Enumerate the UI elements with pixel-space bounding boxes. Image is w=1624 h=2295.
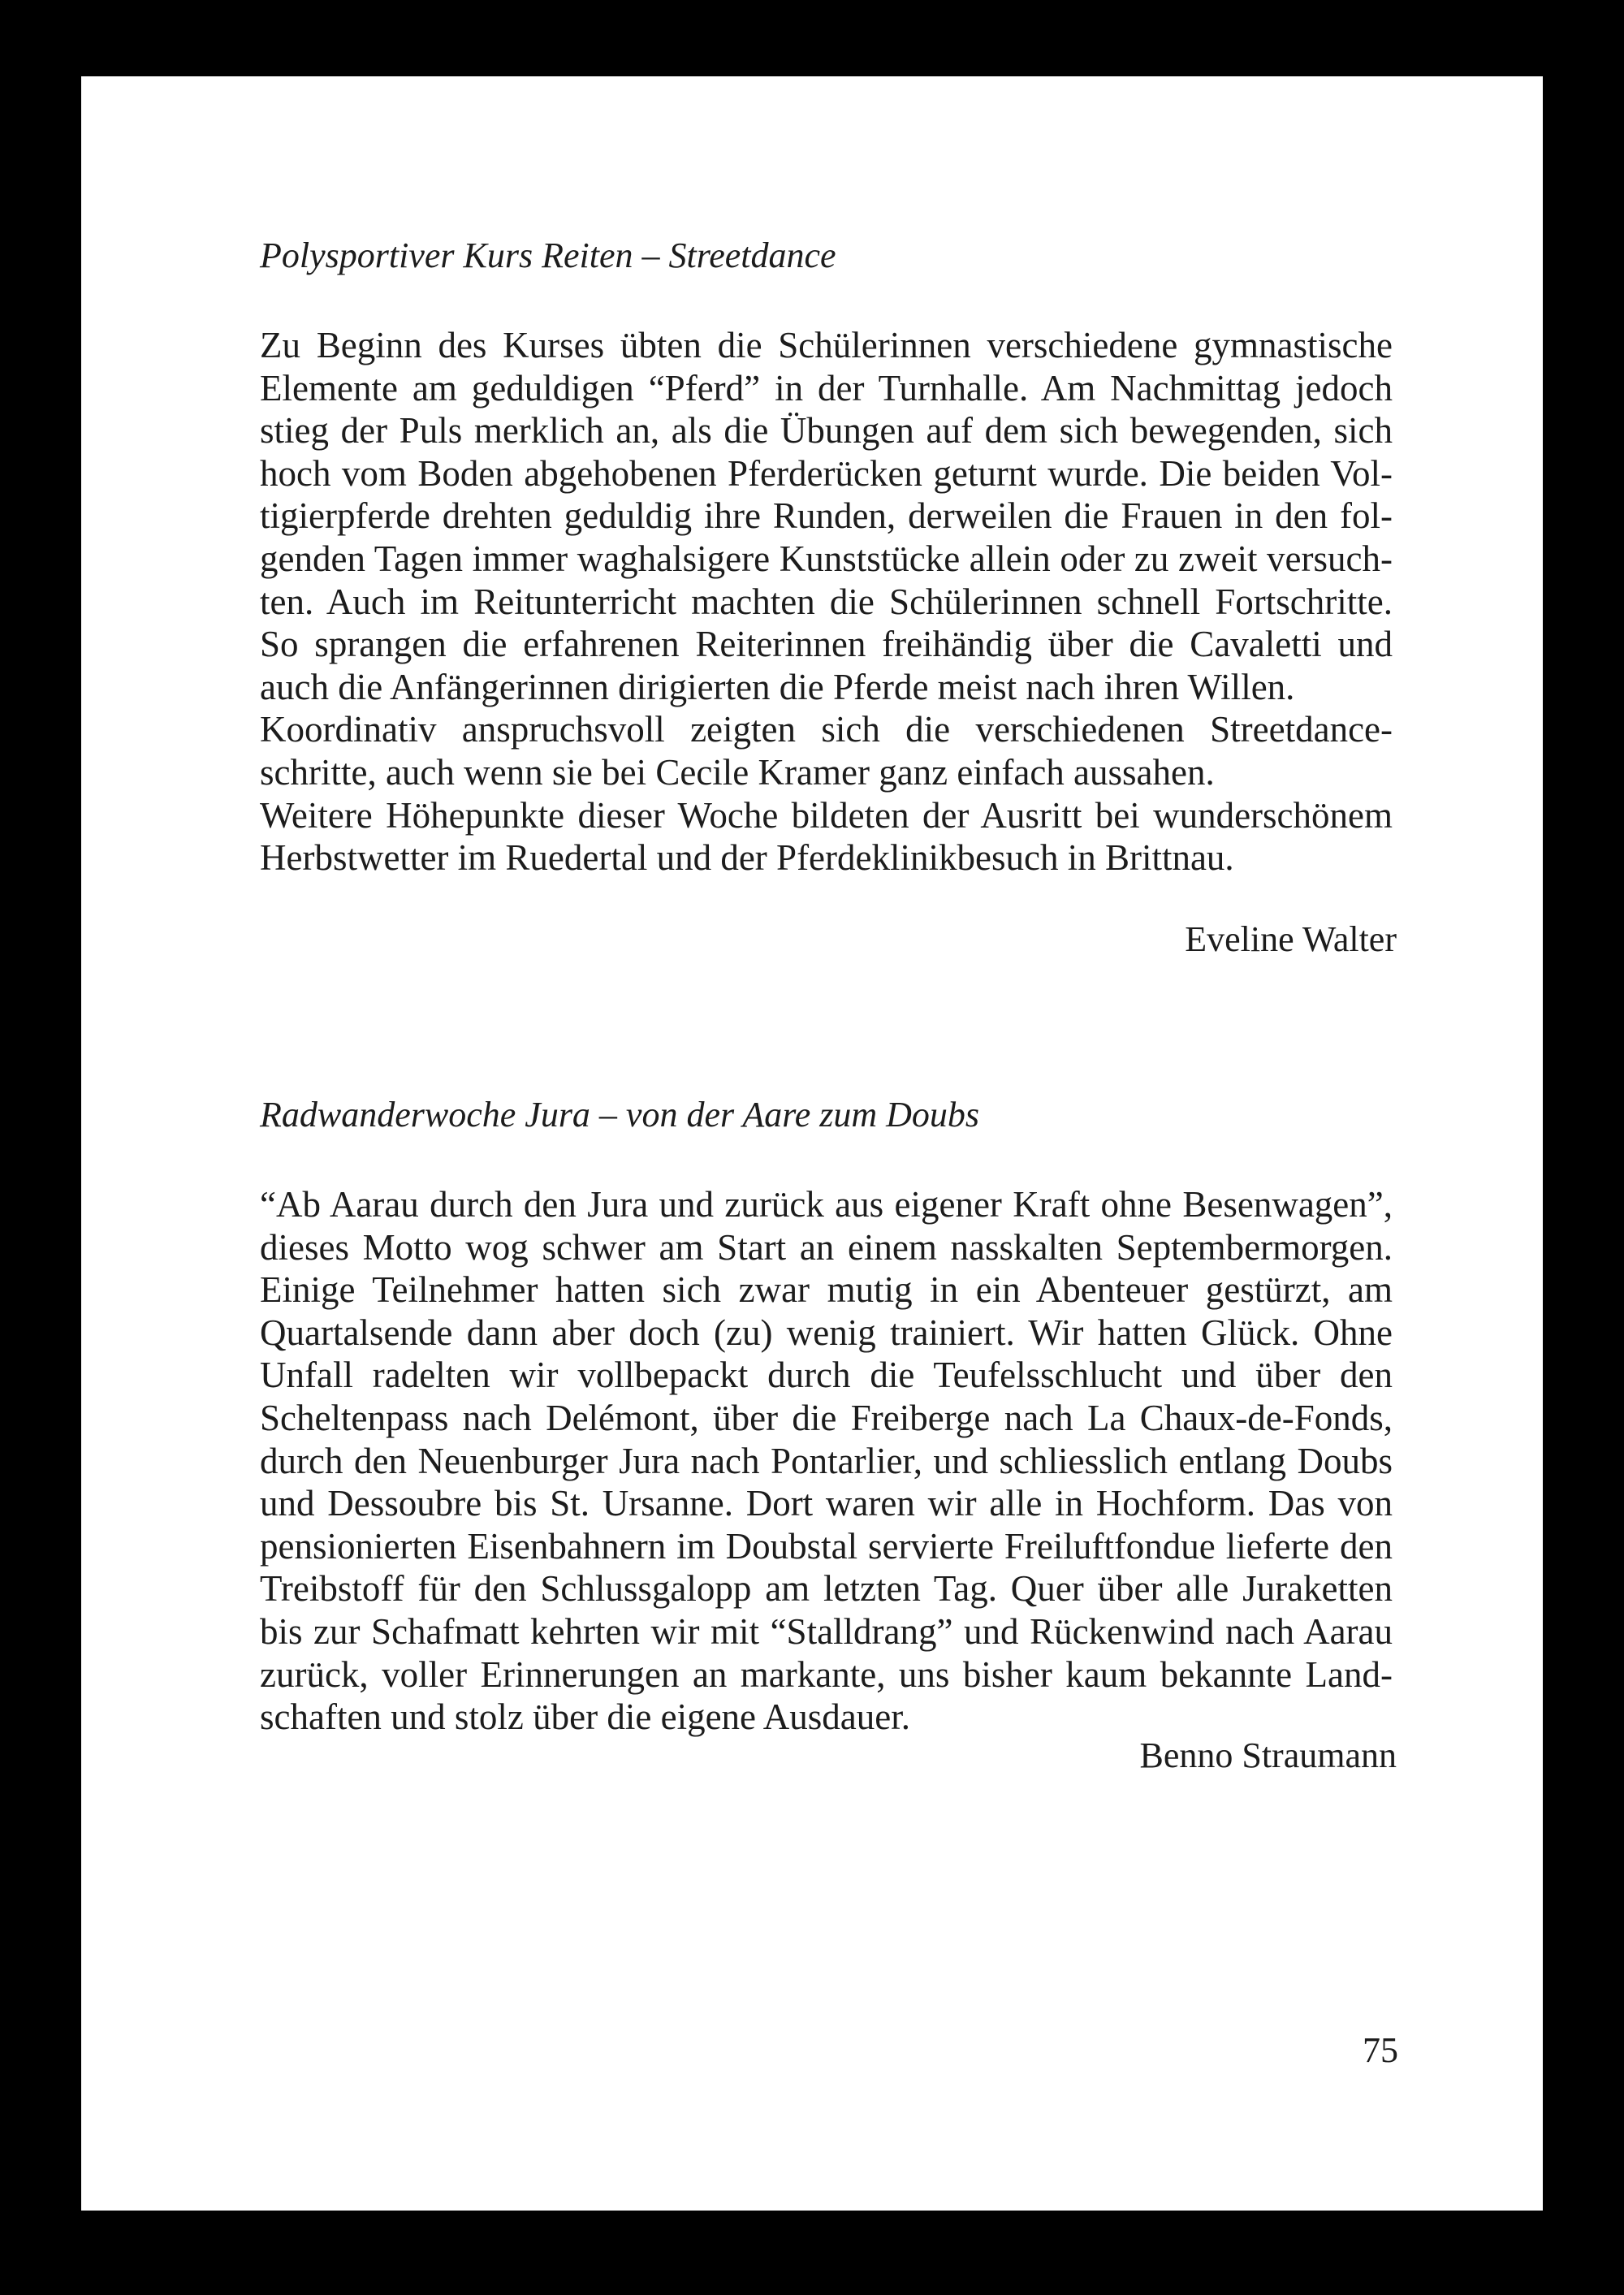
document-page bbox=[81, 76, 1543, 2211]
text-line: ten. Auch im Reitunterricht machten die Schülerinnen schnell Fortschritte. bbox=[260, 581, 1393, 622]
text-line: hoch vom Boden abgehobenen Pferderücken geturnt wurde. Die beiden Vol- bbox=[260, 452, 1393, 494]
article-body bbox=[260, 1183, 1393, 1739]
text-line: genden Tagen immer waghalsigere Kunststücke allein oder zu zweit versuch- bbox=[260, 538, 1393, 579]
text-line: Weitere Höhepunkte dieser Woche bildeten der Ausritt bei wunderschönem bbox=[260, 794, 1393, 836]
text-line: So sprangen die erfahrenen Reiterinnen freihändig über die Cavaletti und bbox=[260, 624, 1393, 665]
text-line: “Ab Aarau durch den Jura und zurück aus eigener Kraft ohne Besenwagen”, bbox=[260, 1184, 1393, 1225]
article-author: Eveline Walter bbox=[1185, 919, 1397, 959]
article-title: Radwanderwoche Jura – von der Aare zum Doubs bbox=[260, 1095, 980, 1135]
page-number: 75 bbox=[1363, 2030, 1398, 2070]
text-line: pensionierten Eisenbahnern im Doubstal servierte Freiluftfondue lieferte den bbox=[260, 1525, 1393, 1567]
text-line: schaften und stolz über die eigene Ausdauer. bbox=[260, 1696, 910, 1738]
text-line: Zu Beginn des Kurses übten die Schülerinnen verschiedene gymnastische bbox=[260, 325, 1393, 365]
text-line: Elemente am geduldigen “Pferd” in der Turnhalle. Am Nachmittag jedoch bbox=[260, 367, 1393, 408]
text-line: durch den Neuenburger Jura nach Pontarlier, und schliesslich entlang Doubs bbox=[260, 1440, 1393, 1481]
text-line: Treibstoff für den Schlussgalopp am letzten Tag. Quer über alle Juraketten bbox=[260, 1568, 1393, 1610]
text-line: Unfall radelten wir vollbepackt durch die Teufelsschlucht und über den bbox=[260, 1355, 1393, 1396]
text-line: bis zur Schafmatt kehrten wir mit “Stalldrang” und Rückenwind nach Aarau bbox=[260, 1610, 1393, 1652]
text-line: schritte, auch wenn sie bei Cecile Kramer ganz einfach aussahen. bbox=[260, 751, 1215, 793]
text-line: Einige Teilnehmer hatten sich zwar mutig in ein Abenteuer gestürzt, am bbox=[260, 1269, 1393, 1311]
text-line: Koordinativ anspruchsvoll zeigten sich die verschiedenen Streetdance- bbox=[260, 709, 1393, 750]
text-line: und Dessoubre bis St. Ursanne. Dort waren wir alle in Hochform. Das von bbox=[260, 1483, 1393, 1524]
article-title: Polysportiver Kurs Reiten – Streetdance bbox=[260, 236, 836, 275]
article-body bbox=[260, 324, 1393, 880]
text-line: dieses Motto wog schwer am Start an einem nasskalten Septembermorgen. bbox=[260, 1226, 1393, 1268]
text-line: stieg der Puls merklich an, als die Übungen auf dem sich bewegenden, sich bbox=[260, 410, 1393, 452]
text-line: auch die Anfängerinnen dirigierten die Pferde meist nach ihren Willen. bbox=[260, 666, 1295, 707]
text-line: Herbstwetter im Ruedertal und der Pferdeklinikbesuch in Brittnau. bbox=[260, 837, 1234, 879]
text-line: Scheltenpass nach Delémont, über die Freiberge nach La Chaux-de-Fonds, bbox=[260, 1397, 1393, 1438]
text-line: Quartalsende dann aber doch (zu) wenig trainiert. Wir hatten Glück. Ohne bbox=[260, 1312, 1393, 1353]
text-line: tigierpferde drehten geduldig ihre Runden, derweilen die Frauen in den fol- bbox=[260, 495, 1393, 537]
text-line: zurück, voller Erinnerungen an markante, uns bisher kaum bekannte Land- bbox=[260, 1653, 1393, 1695]
article-author: Benno Straumann bbox=[1139, 1735, 1397, 1775]
